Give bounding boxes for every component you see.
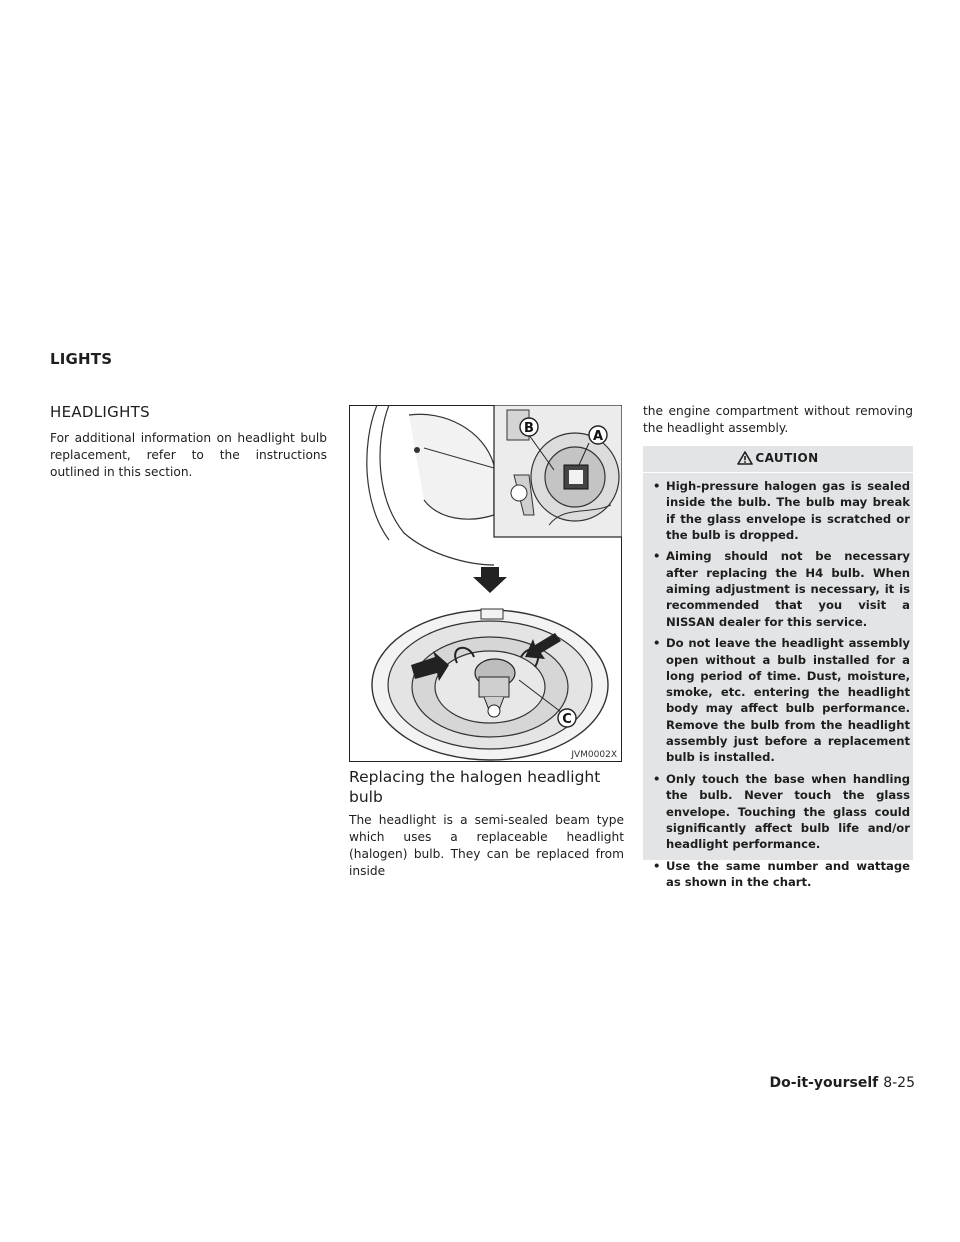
figure-code: JVM0002X (571, 750, 617, 760)
caution-item: • Only touch the base when handling the bulb. Never touch the glass envelope. Touching the glass could significantly affect bulb life and/or headlight performance. (653, 771, 910, 852)
footer-chapter: Do-it-yourself (769, 1075, 879, 1091)
callout-b: B (524, 421, 534, 436)
replacing-bulb-heading: Replacing the halogen headlight bulb (349, 768, 601, 806)
caution-item: • Use the same number and wattage as shown in the chart. (653, 858, 910, 891)
headlight-bulb-figure (349, 405, 622, 762)
section-title: LIGHTS (50, 350, 113, 368)
caution-item: • Aiming should not be necessary after replacing the H4 bulb. When aiming adjustment is necessary, it is recommended that you visit a NISSAN dealer for this service. (653, 548, 910, 629)
warning-triangle-icon (737, 451, 753, 465)
callout-c: C (562, 712, 572, 727)
headlights-heading: HEADLIGHTS (50, 403, 150, 421)
callout-a: A (592, 429, 604, 444)
caution-item: • High-pressure halogen gas is sealed inside the bulb. The bulb may break if the glass envelope is scratched or the bulb is dropped. (653, 478, 910, 543)
page-footer (770, 1075, 915, 1091)
caution-item: • Do not leave the headlight assembly open without a bulb installed for a long period of time. Dust, moisture, smoke, etc. entering the headlight body may affect bulb performance. Remove the bulb from the headlight assembly just before a replacement bulb is installed. (653, 635, 910, 765)
headlights-intro: For additional information on headlight bulb replacement, refer to the instructions outlined in this section. (50, 431, 327, 479)
headlight-illustration (349, 405, 622, 762)
caution-heading (643, 451, 913, 465)
replacing-bulb-body: The headlight is a semi-sealed beam type which uses a replaceable headlight (halogen) bulb. They can be replaced from inside (349, 813, 624, 878)
replacing-bulb-continued: the engine compartment without removing the headlight assembly. (643, 404, 913, 435)
caution-box (643, 446, 913, 890)
footer-page-number: 8-25 (883, 1075, 915, 1091)
caution-list (653, 478, 910, 896)
caution-divider (643, 472, 913, 473)
caution-title: CAUTION (755, 451, 819, 465)
